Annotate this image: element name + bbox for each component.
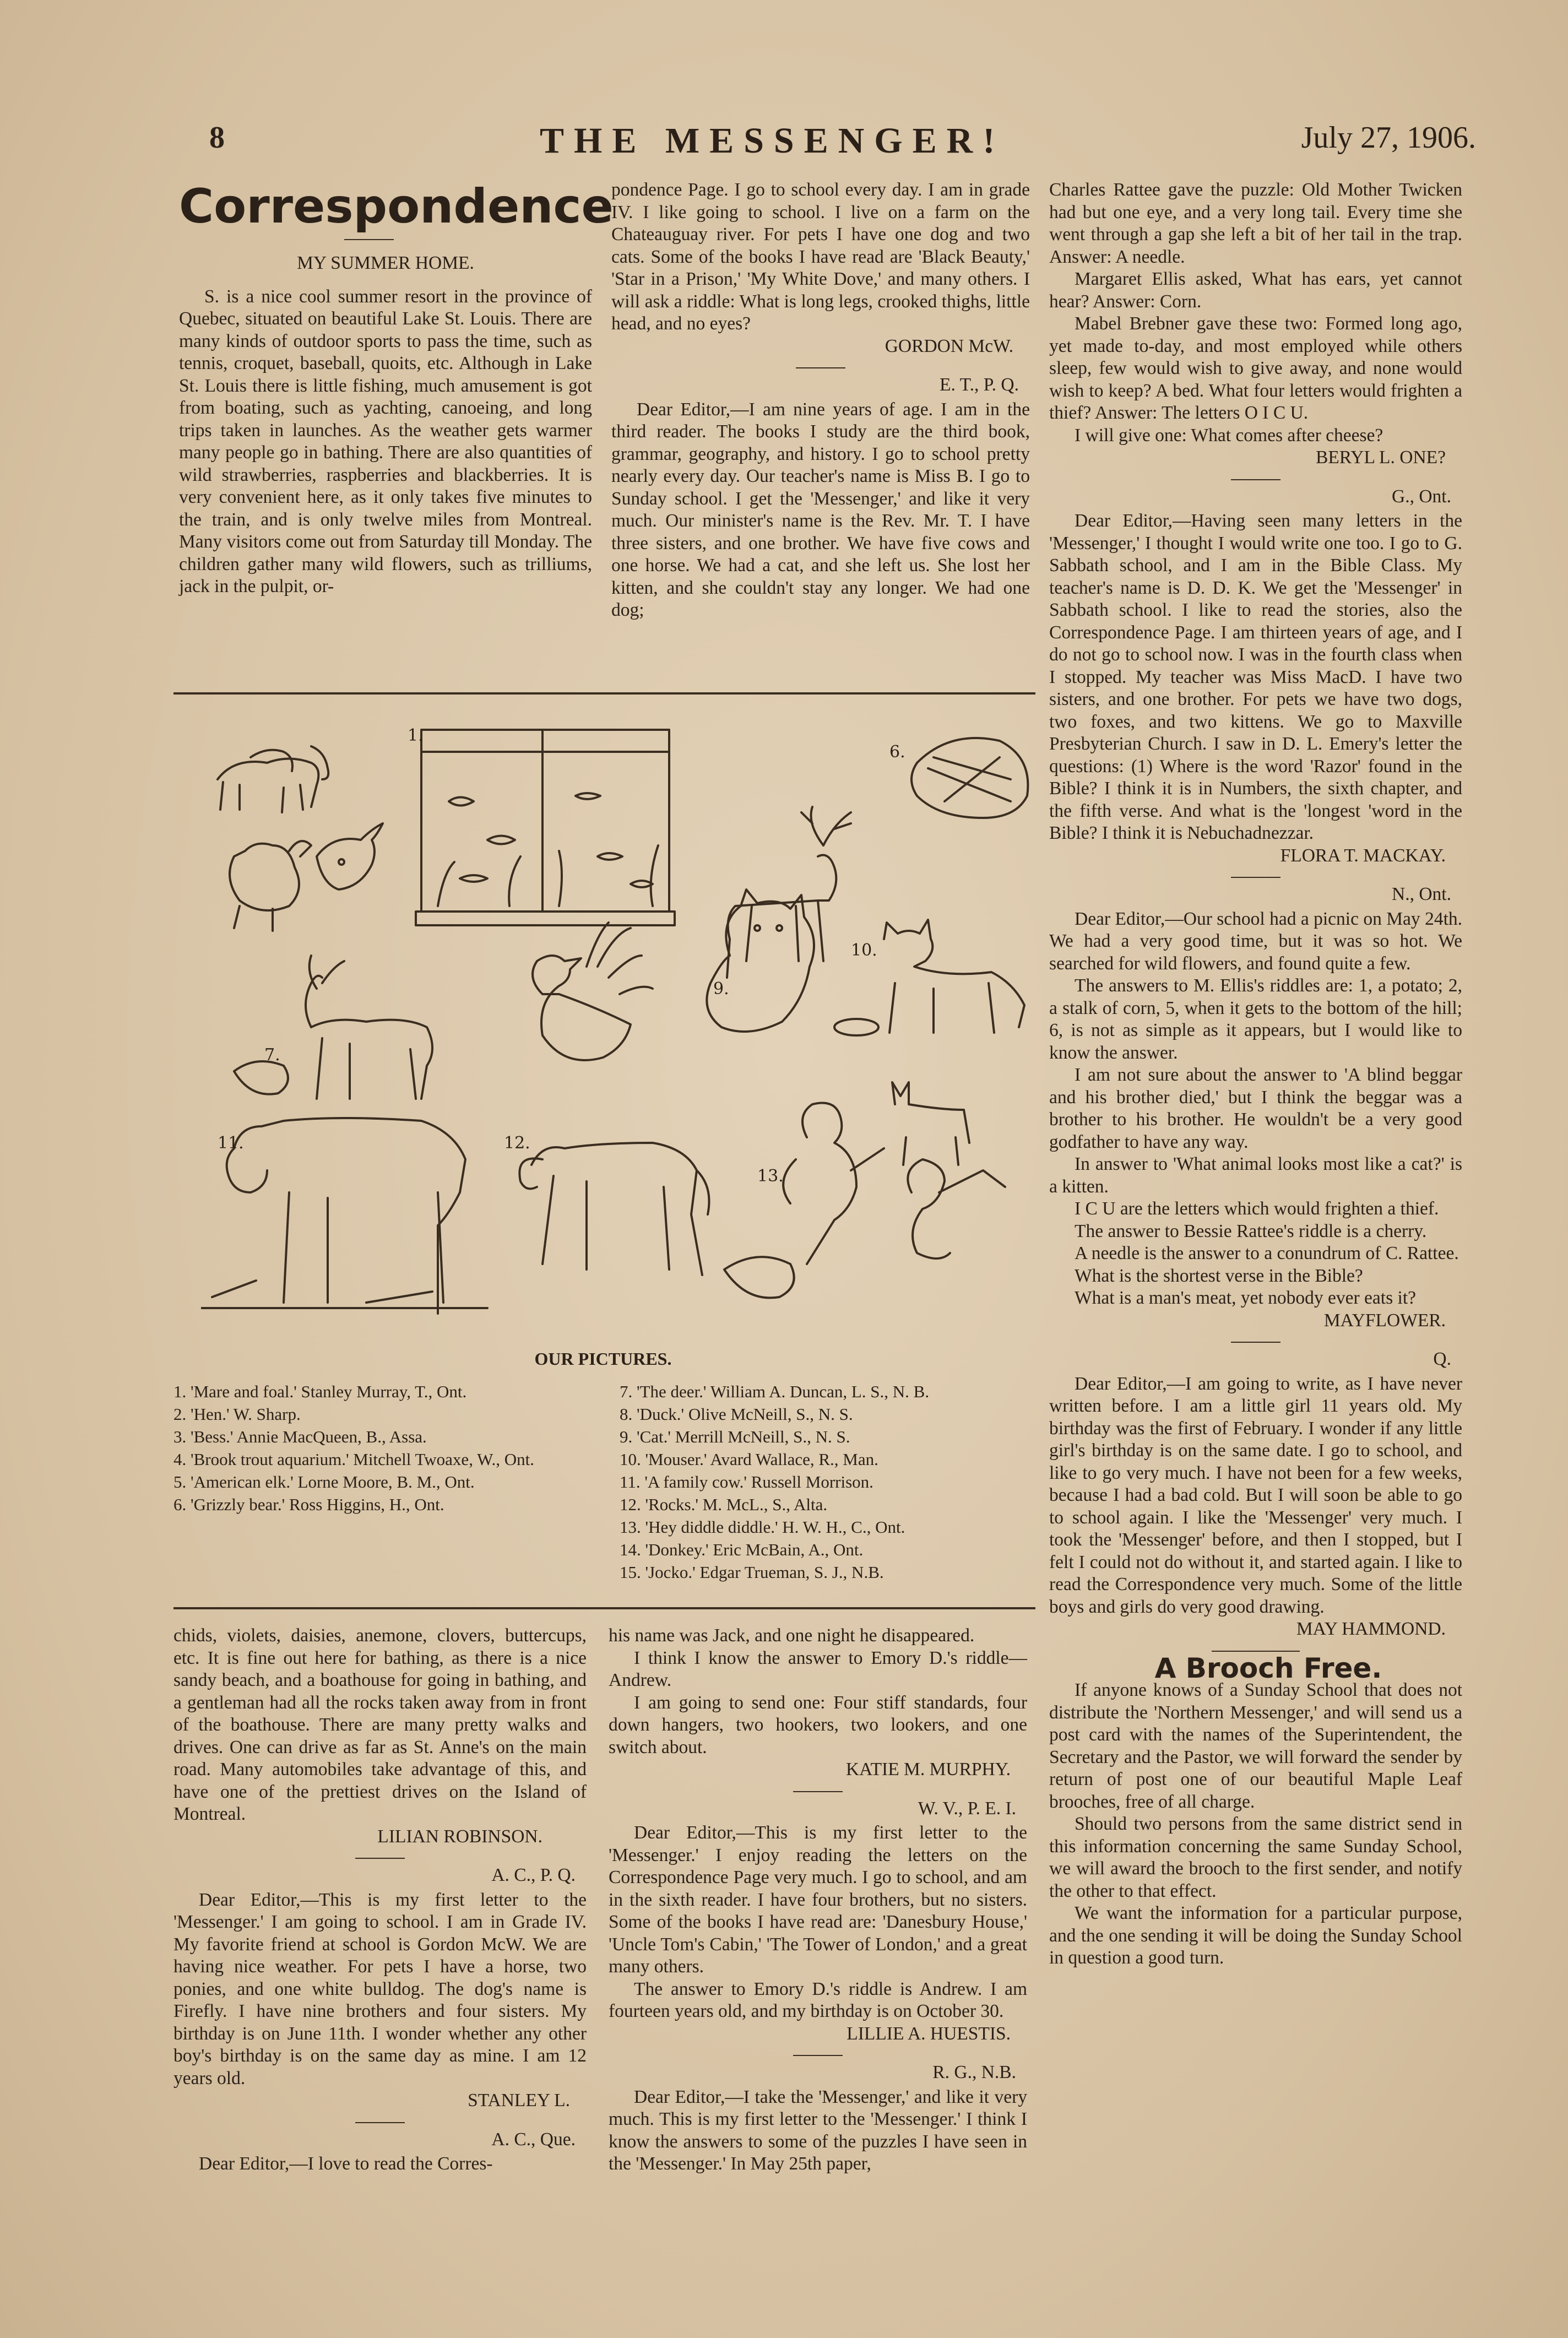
section-rule-bottom: [173, 1607, 1035, 1609]
letter-signature: MAY HAMMOND.: [1296, 1619, 1446, 1639]
letter-body: What is a man's meat, yet nobody ever eats it?: [1075, 1288, 1416, 1308]
brooch-title: A Brooch Free.: [1154, 1652, 1382, 1684]
duck-drawing: [533, 923, 653, 1060]
divider: [1231, 479, 1281, 480]
letter-body: Dear Editor,—Our school had a picnic on May 24th. We had a very good time, but it was so hot. We searched for wild flowers, and found quite a few.: [1049, 908, 1462, 974]
mouser-drawing: [834, 920, 1024, 1035]
letter-heading: MY SUMMER HOME.: [297, 253, 474, 273]
letter-body: The answers to M. Ellis's riddles are: 1, a potato; 2, a stalk of corn, 5, when it gets to the bottom of the hill; 6, is not as simple as it appears, but I would like to know the answer.: [1049, 975, 1462, 1063]
masthead-title: THE MESSENGER!: [540, 121, 1005, 161]
divider: [355, 1858, 405, 1859]
caption-item: 3. 'Bess.' Annie MacQueen, B., Assa.: [173, 1427, 427, 1446]
letter-location: W. V., P. E. I.: [918, 1798, 1016, 1819]
letter-signature: KATIE M. MURPHY.: [845, 1759, 1011, 1780]
letter-body: S. is a nice cool summer resort in the province of Quebec, situated on beautiful Lake St. Louis. There are many kinds of outdoor sports to pass the time, such as tennis, croquet, baseball, quoits, etc. Although in Lake St. Louis there is little fishing, much amusement is got from boating, such as yachting, canoeing, and long trips taken in launches. As the weather gets warmer many people go in bathing. There are also quantities of wild strawberries, raspberries and blackberries. It is very convenient here, as it only takes five minutes to the train, and is only twelve miles from Montreal. Many visitors come out from Saturday till Monday. The children gather many wild flowers, such as trilliums, jack in the pulpit, or-: [179, 286, 592, 596]
letter-body: Dear Editor,—I love to read the Corres-: [199, 2153, 493, 2174]
mare-and-foal-drawing: [218, 746, 328, 812]
letter-location: A. C., Que.: [491, 2129, 576, 2150]
caption-item: 15. 'Jocko.' Edgar Trueman, S. J., N.B.: [620, 1563, 884, 1582]
jocko-drawing: [908, 1159, 1005, 1258]
column-2-bottom: [609, 1625, 1027, 2176]
divider: [793, 1791, 843, 1792]
letter-body: Dear Editor,—I take the 'Messenger,' and like it very much. This is my first letter to the 'Messenger.' I think I know the answers to some of the puzzles I have seen in the 'Messenger.' In May 25th paper,: [609, 2086, 1027, 2174]
letter-body: Dear Editor,—This is my first letter to the 'Messenger.' I am going to school. I am in Grade IV. My favorite friend at school is Gordon McW. We are having nice weather. For pets I have a horse, two ponies, and one white bulldog. The dog's name is Firefly. I have nine brothers and four sisters. My birthday is on June 11th. I wonder whether any other boy's birthday is on the same day as mine. I am 12 years old.: [173, 1889, 587, 2089]
section-rule-top: [173, 692, 1035, 695]
donkey-drawing: [892, 1082, 969, 1165]
letter-signature: GORDON McW.: [885, 335, 1013, 356]
caption-item: 13. 'Hey diddle diddle.' H. W. H., C., Ont.: [620, 1517, 905, 1537]
letter-body: A needle is the answer to a conundrum of C. Rattee.: [1075, 1243, 1459, 1263]
letter-body: In answer to 'What animal looks most like a cat?' is a kitten.: [1049, 1154, 1462, 1197]
caption-item: 12. 'Rocks.' M. McL., S., Alta.: [620, 1495, 828, 1514]
letter-body: Dear Editor,—I am nine years of age. I am in the third reader. The books I study are the third book, grammar, geography, and history. I go to school pretty nearly every day. Our teacher's name is Miss B. I go to Sunday school. I get the 'Messenger,' and like it very much. Our minister's name is the Rev. Mr. T. I have three sisters, and one brother. We have five cows and one horse. We had a cat, and she left us. She lost her kitten, and she couldn't stay any longer. We had one dog;: [611, 399, 1030, 620]
caption-item: 9. 'Cat.' Merrill McNeill, S., N. S.: [620, 1427, 850, 1446]
letter-body: I C U are the letters which would frighten a thief.: [1075, 1198, 1439, 1219]
caption-item: 10. 'Mouser.' Avard Wallace, R., Man.: [620, 1450, 878, 1469]
letter-body: pondence Page. I go to school every day. I am in grade IV. I like going to school. I live on a farm on the Chateauguay river. For pets I have one dog and two cats. Some of the books I have read are 'Black Beauty,' 'Star in a Prison,' 'My White Dove,' and many others. I will ask a riddle: What is long legs, crooked thighs, little head, and no eyes?: [611, 180, 1030, 334]
divider: [355, 2122, 405, 2123]
aquarium-drawing: [416, 730, 675, 925]
letter-body: I am going to send one: Four stiff standards, four down hangers, two hookers, two lookers, and one switch about.: [609, 1692, 1027, 1757]
letter-signature: BERYL L. ONE?: [1315, 447, 1446, 468]
letter-body: his name was Jack, and one night he disappeared.: [609, 1625, 975, 1646]
caption-item: 14. 'Donkey.' Eric McBain, A., Ont.: [620, 1540, 864, 1559]
label-9: 9.: [713, 979, 729, 999]
letter-body: The answer to Bessie Rattee's riddle is a cherry.: [1075, 1220, 1427, 1241]
notice-body: If anyone knows of a Sunday School that does not distribute the 'Northern Messenger,' and will send us a post card with the names of the Superintendent, the Secretary and the Pastor, we will forward the sender by return of post one of our beautiful Maple Leaf brooches, free of all charge.: [1049, 1680, 1462, 1812]
letter-signature: MAYFLOWER.: [1323, 1310, 1446, 1331]
divider: [793, 2055, 843, 2056]
letter-body: Dear Editor,—This is my first letter to the 'Messenger.' I enjoy reading the letters on the Correspondence Page very much. I go to school, and am in the sixth reader. I have four brothers, but no sisters. Some of the books I have read are: 'Danesbury House,' 'Uncle Tom's Cabin,' 'The Tower of London,' and a great many others.: [609, 1822, 1027, 1977]
deer-drawing: [234, 956, 432, 1099]
letter-body: Margaret Ellis asked, What has ears, yet cannot hear? Answer: Corn.: [1049, 269, 1462, 312]
divider: [1231, 1342, 1281, 1343]
page-number: 8: [209, 121, 225, 155]
caption-item: 5. 'American elk.' Lorne Moore, B. M., Ont.: [173, 1472, 475, 1491]
caption-item: 1. 'Mare and foal.' Stanley Murray, T., Ont.: [173, 1382, 467, 1401]
letter-body: I am not sure about the answer to 'A blind beggar and his brother died,' but I think the beggar was a brother to his brother. He wouldn't be a very good godfather to have any way.: [1049, 1065, 1462, 1152]
letter-location: N., Ont.: [1392, 884, 1451, 904]
letter-signature: FLORA T. MACKAY.: [1280, 845, 1446, 866]
letter-body: Dear Editor,—Having seen many letters in the 'Messenger,' I thought I would write one too. I go to G. Sabbath school, and I am in the Bible Class. My teacher's name is D. D. K. We get the 'Messenger' in Sabbath school. I like to read the stories, also the Correspondence Page. I am thirteen years of age, and I do not go to school now. I was in the fourth class when I stopped. My teacher was Miss MacD. I have two sisters, and one brother. For pets we have two dogs, two foxes, and two kittens. We go to Maxville Presbyterian Church. I saw in D. L. Emery's letter the questions: (1) Where is the word 'Razor' found in the Bible? I think it is in Numbers, the sixth chapter, and the fifth verse. And what is the 'longest 'word in the Bible? I think it is Nebuchadnezzar.: [1049, 511, 1462, 843]
hey-diddle-diddle-drawing: [724, 1103, 884, 1298]
captions-right: [620, 1381, 1033, 1585]
bess-drawing: [317, 823, 383, 889]
label-7: 7.: [264, 1045, 280, 1065]
label-6: 6.: [889, 742, 905, 762]
divider: [796, 367, 845, 368]
letter-signature: LILLIE A. HUESTIS.: [847, 2023, 1011, 2044]
label-11: 11.: [218, 1133, 244, 1153]
letter-location: R. G., N.B.: [932, 2062, 1016, 2082]
divider: [1212, 1651, 1300, 1652]
letter-body: I will give one: What comes after cheese?: [1075, 425, 1383, 446]
letter-body: What is the shortest verse in the Bible?: [1075, 1265, 1363, 1286]
caption-item: 8. 'Duck.' Olive McNeill, S., N. S.: [620, 1404, 853, 1424]
page-header: [209, 120, 1476, 170]
family-cow-drawing: [201, 1118, 487, 1314]
issue-date: July 27, 1906.: [1301, 121, 1476, 155]
label-13: 13.: [757, 1167, 784, 1186]
letter-location: E. T., P. Q.: [940, 375, 1019, 395]
section-title: Correspondence: [179, 179, 614, 234]
label-1: 1.: [408, 726, 424, 745]
letter-location: A. C., P. Q.: [491, 1865, 576, 1885]
letter-body: I think I know the answer to Emory D.'s riddle—Andrew.: [609, 1647, 1027, 1690]
label-12: 12.: [504, 1133, 530, 1153]
letter-body: Mabel Brebner gave these two: Formed long ago, yet made to-day, and most employed while others sleep, few would wish to give away, and none would wish to keep? A bed. What four letters would frighten a thief? Answer: The letters O I C U.: [1049, 313, 1462, 423]
readers-drawings: [201, 719, 1044, 1330]
caption-item: 7. 'The deer.' William A. Duncan, L. S., N. B.: [620, 1382, 930, 1401]
divider: [1231, 877, 1281, 878]
letter-body: chids, violets, daisies, anemone, clovers, buttercups, etc. It is fine out here for bathing, as there is a nice sandy beach, and a boathouse for going in bathing, and a gentleman had all the rocks taken away from in front of the boathouse. There are many pretty walks and drives. One can drive as far as St. Anne's on the main road. Many automobiles take advantage of this, and have one of the prettiest drives on the Island of Montreal.: [173, 1625, 587, 1824]
column-3: [1049, 179, 1462, 1970]
caption-item: 4. 'Brook trout aquarium.' Mitchell Twoaxe, W., Ont.: [173, 1450, 535, 1469]
column-1-top: [179, 176, 614, 598]
column-2-top: [611, 179, 1030, 622]
grizzly-bear-drawing: [911, 738, 1028, 818]
caption-item: 6. 'Grizzly bear.' Ross Higgins, H., Ont.: [173, 1495, 444, 1514]
letter-signature: STANLEY L.: [468, 2090, 570, 2111]
letter-body: The answer to Emory D.'s riddle is Andrew. I am fourteen years old, and my birthday is on October 30.: [609, 1978, 1027, 2021]
notice-body: We want the information for a particular purpose, and the one sending it will be doing the Sunday School in question a good turn.: [1049, 1903, 1462, 1968]
column-1-bottom: [173, 1625, 587, 2176]
letter-signature: LILIAN ROBINSON.: [377, 1826, 542, 1847]
pictures-captions: [173, 1348, 1033, 1582]
drawings-illustration: [201, 719, 1044, 1330]
caption-item: 11. 'A family cow.' Russell Morrison.: [620, 1472, 873, 1491]
hen-drawing: [230, 841, 311, 931]
label-10: 10.: [851, 941, 877, 960]
letter-location: Q.: [1433, 1349, 1451, 1369]
divider: [344, 239, 394, 240]
letter-location: G., Ont.: [1392, 486, 1451, 507]
letter-body: Dear Editor,—I am going to write, as I have never written before. I am a little girl 11 years old. My birthday was the first of February. I wonder if any little girl's birthday is on the same date. I go to school, and like to go very much. I have not been for a few weeks, because I had a bad cold. But I will soon be able to go to school again. I like the 'Messenger' very much. I took the 'Messenger' before, and then I stopped, but I felt I could not do without it, and started again. I like to read the Correspondence very much. Some of the little boys and girls do very good drawing.: [1049, 1373, 1462, 1617]
rocks-drawing: [519, 1143, 709, 1275]
letter-body: Charles Rattee gave the puzzle: Old Mother Twicken had but one eye, and a very long tail. Every time she went through a gap she left a bit of her tail in the trap. Answer: A needle.: [1049, 180, 1462, 267]
caption-item: 2. 'Hen.' W. Sharp.: [173, 1404, 301, 1424]
notice-body: Should two persons from the same district send in this information concerning the same Sunday School, we will award the brooch to the first sender, and notify the other to that effect.: [1049, 1814, 1462, 1901]
captions-heading: OUR PICTURES.: [534, 1349, 672, 1369]
captions-left: [173, 1381, 592, 1517]
